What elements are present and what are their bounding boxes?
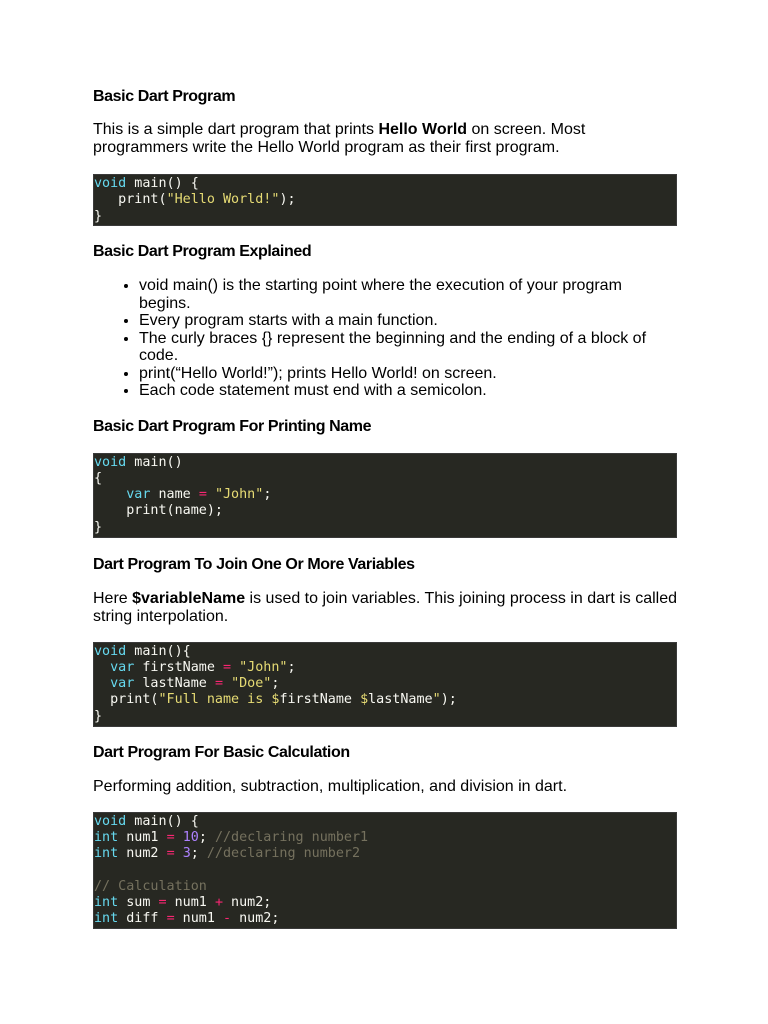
- section-title-explained: Basic Dart Program Explained: [93, 243, 312, 260]
- explained-bullet-list: [93, 277, 677, 400]
- code-text: {: [94, 470, 103, 486]
- code-line: [94, 692, 676, 708]
- bullet-item: • void main() is the starting point where the execution of your program begins.: [139, 277, 677, 312]
- code-text: ;: [198, 829, 215, 845]
- code-keyword: var: [126, 487, 151, 503]
- code-line: [94, 830, 676, 846]
- code-keyword: int: [94, 911, 119, 927]
- code-text: firstName: [134, 659, 223, 675]
- code-keyword: int: [94, 846, 119, 862]
- code-comment: //declaring number1: [214, 829, 369, 845]
- code-text: [207, 487, 215, 502]
- code-text: }: [94, 519, 103, 535]
- code-line: [94, 709, 676, 725]
- code-text: [175, 846, 183, 861]
- code-number: 3: [182, 846, 191, 862]
- code-operator: =: [166, 911, 175, 927]
- code-string: "John": [214, 487, 264, 503]
- join-text-bold: $variableName: [132, 589, 246, 607]
- code-keyword: int: [94, 894, 119, 910]
- code-line: [94, 911, 676, 927]
- code-operator: =: [214, 676, 223, 692]
- code-text: lastName: [134, 676, 215, 692]
- code-block-join-variables: [93, 642, 677, 727]
- code-line: [94, 471, 676, 487]
- code-text: }: [94, 208, 103, 224]
- code-number: 10: [182, 829, 199, 845]
- document-page: [93, 86, 677, 929]
- intro-text-bold: Hello World: [378, 121, 468, 138]
- intro-paragraph: [93, 121, 677, 157]
- code-text: [231, 660, 239, 675]
- code-keyword: void: [94, 813, 127, 829]
- code-keyword: void: [94, 454, 127, 470]
- code-line: [94, 660, 676, 676]
- code-line-blank: [94, 862, 676, 878]
- bullet-item: • print(“Hello World!”); prints Hello World! on screen.: [139, 365, 677, 383]
- code-text: print(: [94, 192, 167, 208]
- code-line: [94, 520, 676, 536]
- code-line: [94, 676, 676, 692]
- code-text: }: [94, 708, 103, 724]
- code-comment: // Calculation: [94, 878, 207, 894]
- code-text: main() {: [126, 176, 199, 191]
- section-title-basic-calculation: Dart Program For Basic Calculation: [93, 743, 350, 761]
- code-text: num2;: [223, 894, 272, 910]
- section-title-join-variables: Dart Program To Join One Or More Variables: [93, 555, 415, 573]
- code-text: [94, 487, 126, 502]
- code-text: lastName: [368, 692, 433, 708]
- code-keyword: var: [110, 676, 135, 692]
- calculation-paragraph: Performing addition, subtraction, multiplication, and division in dart.: [93, 777, 568, 795]
- join-paragraph: [93, 590, 677, 626]
- code-line: [94, 895, 676, 911]
- code-line: [94, 192, 676, 208]
- code-block-calculation: [93, 812, 677, 929]
- code-text: print(: [94, 692, 159, 708]
- code-text: main(){: [126, 643, 191, 659]
- join-text-before: Here: [93, 589, 133, 607]
- code-text: num2: [118, 846, 167, 862]
- code-line: [94, 814, 676, 830]
- code-line: [94, 487, 676, 503]
- code-operator: =: [158, 894, 167, 910]
- code-comment: //declaring number2: [206, 846, 361, 862]
- section-title-basic-dart-program: Basic Dart Program: [93, 88, 236, 105]
- code-operator: =: [198, 487, 207, 503]
- code-keyword: var: [110, 659, 135, 675]
- code-operator: =: [166, 829, 175, 845]
- code-text: ;: [271, 676, 280, 692]
- intro-text-before: This is a simple dart program that prints: [93, 121, 379, 138]
- code-text: num1: [118, 829, 167, 845]
- code-string: ": [432, 692, 441, 708]
- code-keyword: int: [94, 829, 119, 845]
- code-block-hello-world: [93, 174, 677, 226]
- code-string: "John": [239, 659, 288, 675]
- code-operator: =: [223, 659, 232, 675]
- section-title-printing-name: Basic Dart Program For Printing Name: [93, 417, 372, 435]
- code-text: num1: [166, 894, 215, 910]
- code-text: [94, 660, 110, 675]
- code-operator: -: [223, 911, 232, 927]
- code-string: $: [360, 692, 369, 708]
- code-text: [94, 676, 110, 691]
- code-operator: +: [214, 894, 223, 910]
- code-string: "Hello World!": [166, 192, 280, 208]
- code-text: );: [440, 692, 457, 708]
- code-text: ;: [190, 846, 207, 862]
- code-text: [175, 830, 183, 845]
- code-line: [94, 846, 676, 862]
- code-text: main() {: [126, 813, 199, 829]
- code-line: [94, 176, 676, 192]
- code-line: [94, 455, 676, 471]
- code-text: firstName: [279, 692, 361, 708]
- code-text: print(name);: [94, 503, 223, 519]
- code-text: num1: [174, 911, 223, 927]
- join-text-after: is used to join variables. This joining process in dart is called string interpolation.: [93, 589, 678, 625]
- code-text: ;: [263, 487, 272, 503]
- code-text: name: [150, 487, 199, 503]
- code-text: [223, 676, 231, 691]
- code-string: "Full name is $: [158, 692, 280, 708]
- code-text: num2;: [231, 911, 280, 927]
- code-line: [94, 209, 676, 225]
- code-line: [94, 879, 676, 895]
- code-text: );: [279, 192, 296, 208]
- code-block-printing-name: [93, 453, 677, 538]
- bullet-item: • Each code statement must end with a semicolon.: [139, 382, 677, 400]
- code-text: sum: [118, 894, 159, 910]
- code-line: [94, 644, 676, 660]
- intro-text-after: on screen. Most programmers write the Hello World program as their first program.: [93, 121, 586, 156]
- code-keyword: void: [94, 176, 127, 191]
- code-line: [94, 503, 676, 519]
- code-text: diff: [118, 911, 167, 927]
- bullet-item: • Every program starts with a main function.: [139, 312, 677, 330]
- code-operator: =: [166, 846, 175, 862]
- code-text: ;: [287, 659, 296, 675]
- code-string: "Doe": [231, 676, 272, 692]
- code-keyword: void: [94, 643, 127, 659]
- code-text: main(): [126, 454, 183, 470]
- bullet-item: • The curly braces {} represent the beginning and the ending of a block of code.: [139, 330, 677, 365]
